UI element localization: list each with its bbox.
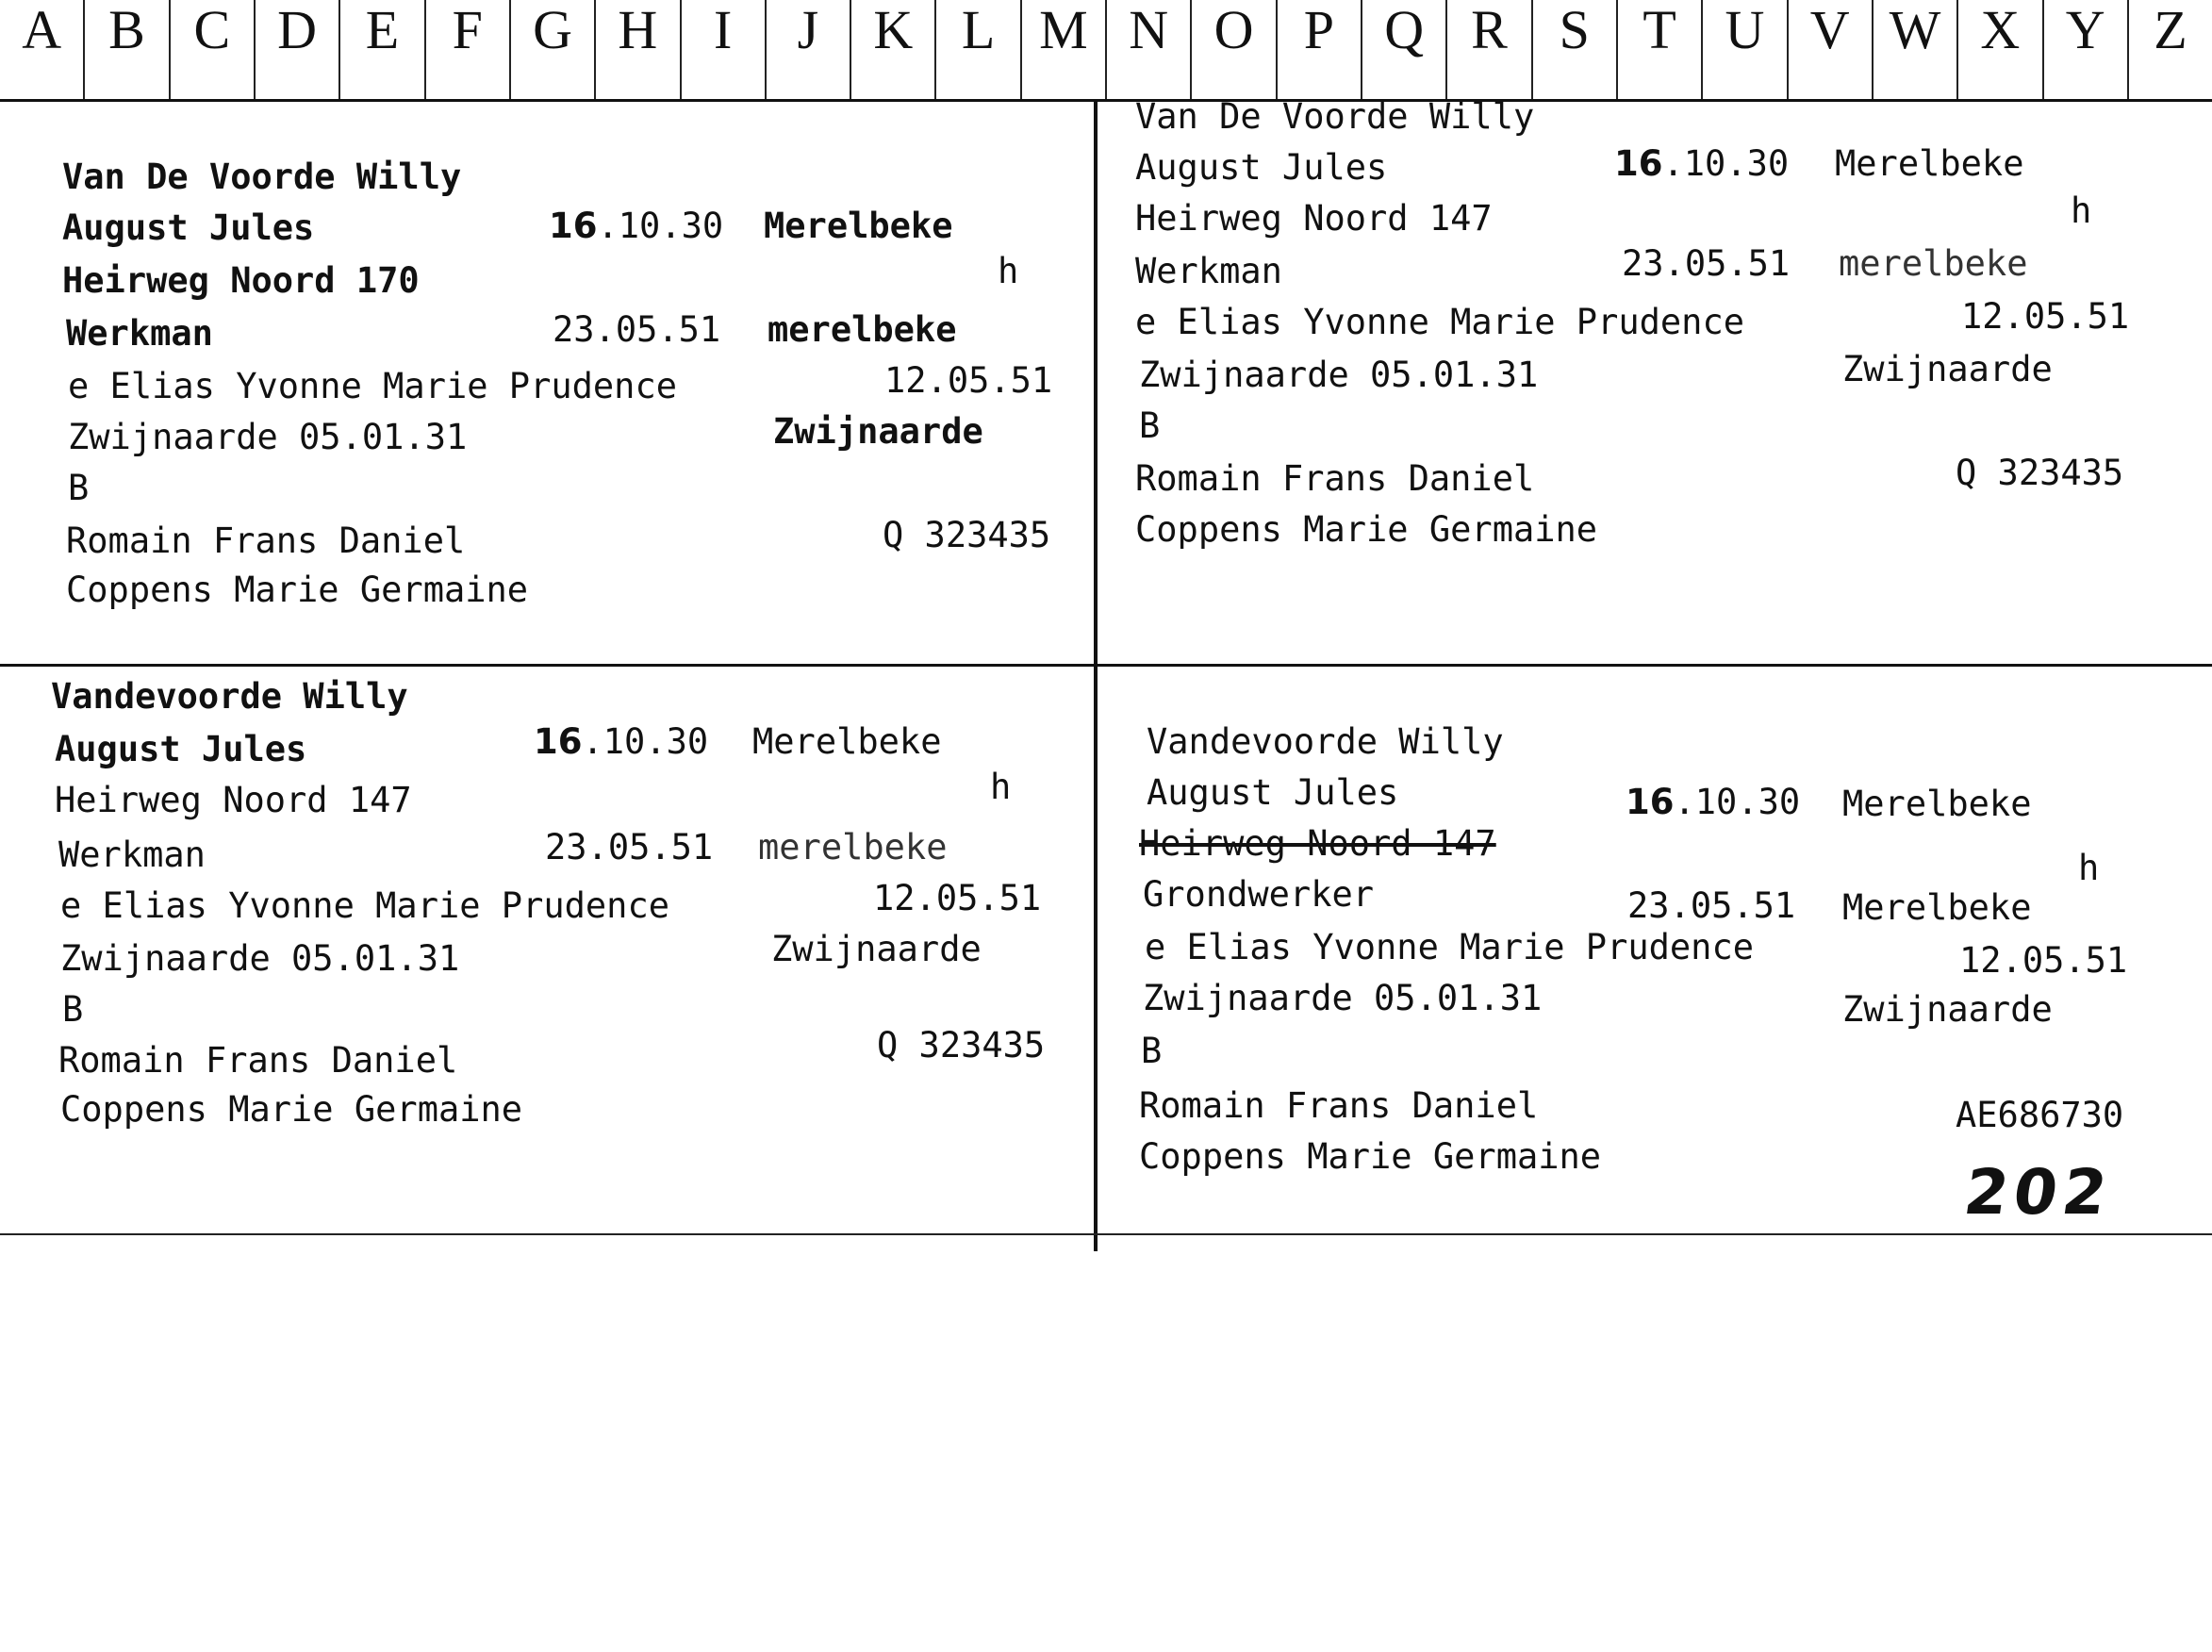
- alphabet-letter-e: E: [340, 0, 425, 99]
- alphabet-letter-w: W: [1874, 0, 1958, 99]
- birth-day-handwritten: 16: [534, 721, 583, 762]
- address: Heirweg Noord 147: [1135, 198, 1493, 239]
- event-date: 23.05.51: [545, 827, 714, 867]
- code-letter: B: [1139, 405, 1161, 446]
- alphabet-letter-f: F: [426, 0, 511, 99]
- alphabet-letter-q: Q: [1362, 0, 1447, 99]
- sex-marker: h: [990, 767, 1012, 807]
- spouse-date: 12.05.51: [1959, 940, 2128, 981]
- event-date: 23.05.51: [1627, 885, 1796, 926]
- mother-name: Coppens Marie Germaine: [66, 570, 529, 610]
- spouse-place: Zwijnaarde: [773, 411, 983, 452]
- address-struck-through: Heirweg Noord 147: [1139, 823, 1496, 864]
- birth-date-rest: .10.30: [597, 206, 724, 246]
- alphabet-letter-j: J: [767, 0, 851, 99]
- sex-marker: h: [2078, 848, 2100, 888]
- address: Heirweg Noord 147: [55, 780, 412, 820]
- alphabet-letter-z: Z: [2154, 0, 2187, 60]
- reference-number: Q 323435: [883, 515, 1051, 555]
- alphabet-letter-p: P: [1278, 0, 1362, 99]
- person-name: Van De Voorde Willy: [1135, 96, 1535, 137]
- birth-place: Merelbeke: [1835, 143, 2024, 184]
- birth-date-rest: .10.30: [582, 721, 709, 762]
- mother-name: Coppens Marie Germaine: [60, 1089, 523, 1130]
- event-date: 23.05.51: [1622, 243, 1791, 284]
- spouse-place: Zwijnaarde: [771, 929, 982, 969]
- occupation: Werkman: [1135, 251, 1282, 291]
- spouse-name: e Elias Yvonne Marie Prudence: [1145, 927, 1755, 967]
- mother-name: Coppens Marie Germaine: [1139, 1136, 1602, 1177]
- spouse-place: Zwijnaarde: [1842, 349, 2053, 389]
- alphabet-letter-h: H: [596, 0, 681, 99]
- alphabet-letter-b: B: [85, 0, 170, 99]
- alphabet-letter-k: K: [851, 0, 936, 99]
- given-names: August Jules: [1147, 772, 1399, 813]
- father-name: Romain Frans Daniel: [1139, 1085, 1539, 1126]
- alphabet-letter-s: S: [1533, 0, 1618, 99]
- occupation: Werkman: [58, 834, 206, 875]
- spouse-birth: Zwijnaarde 05.01.31: [1139, 355, 1539, 395]
- spouse-name: e Elias Yvonne Marie Prudence: [1135, 302, 1745, 342]
- alphabet-index-ruler: [0, 0, 2212, 102]
- birth-date-rest: .10.30: [1674, 782, 1801, 822]
- record-card-bottom-right: [1098, 667, 2212, 1233]
- reference-number: Q 323435: [877, 1025, 1046, 1066]
- spouse-name: e Elias Yvonne Marie Prudence: [60, 885, 670, 926]
- alphabet-letter-n: N: [1107, 0, 1192, 99]
- alphabet-letter-u: U: [1703, 0, 1788, 99]
- alphabet-letter-r: R: [1447, 0, 1532, 99]
- alphabet-letter-c: C: [171, 0, 256, 99]
- given-names: August Jules: [62, 207, 315, 248]
- spouse-birth: Zwijnaarde 05.01.31: [68, 417, 468, 457]
- code-letter: B: [62, 989, 84, 1030]
- event-date: 23.05.51: [553, 309, 721, 350]
- alphabet-letter-m: M: [1022, 0, 1107, 99]
- event-place: merelbeke: [758, 827, 948, 867]
- person-name: Vandevoorde Willy: [51, 676, 408, 717]
- occupation: Grondwerker: [1143, 874, 1375, 915]
- reference-number: Q 323435: [1956, 453, 2124, 493]
- reference-number: AE686730: [1956, 1095, 2124, 1135]
- spouse-birth: Zwijnaarde 05.01.31: [1143, 978, 1543, 1018]
- alphabet-letter-t: T: [1618, 0, 1703, 99]
- alphabet-letter-x: X: [1958, 0, 2043, 99]
- spouse-birth: Zwijnaarde 05.01.31: [60, 938, 460, 979]
- birth-date: [1626, 776, 1800, 828]
- person-name: Vandevoorde Willy: [1147, 721, 1504, 762]
- birth-place: Merelbeke: [764, 206, 953, 246]
- alphabet-letter-a: A: [0, 0, 85, 99]
- spouse-place: Zwijnaarde: [1842, 989, 2053, 1030]
- record-card-top-right: [1098, 96, 2212, 664]
- birth-day-handwritten: 16: [549, 206, 598, 246]
- father-name: Romain Frans Daniel: [1135, 458, 1535, 499]
- sex-marker: h: [998, 251, 1019, 291]
- birth-date: [534, 716, 708, 768]
- alphabet-letter-o: O: [1192, 0, 1277, 99]
- mother-name: Coppens Marie Germaine: [1135, 509, 1598, 550]
- alphabet-letter-i: I: [682, 0, 767, 99]
- birth-date: [1614, 138, 1789, 190]
- code-letter: B: [1141, 1031, 1163, 1071]
- birth-day-handwritten: 16: [1626, 782, 1675, 822]
- occupation: Werkman: [66, 313, 213, 354]
- handwritten-card-number: 202: [1959, 1156, 2118, 1229]
- alphabet-letter-l: L: [936, 0, 1021, 99]
- father-name: Romain Frans Daniel: [66, 520, 466, 561]
- spouse-date: 12.05.51: [873, 878, 1042, 918]
- birth-day-handwritten: 16: [1614, 143, 1663, 184]
- sex-marker: h: [2071, 190, 2092, 231]
- spouse-date: 12.05.51: [1961, 296, 2130, 337]
- alphabet-letter-d: D: [256, 0, 340, 99]
- code-letter: B: [68, 468, 90, 508]
- record-card-bottom-left: [0, 667, 1094, 1233]
- record-card-top-left: [0, 102, 1094, 664]
- event-place: merelbeke: [1839, 243, 2028, 284]
- person-name: Van De Voorde Willy: [62, 157, 462, 197]
- alphabet-letter-g: G: [511, 0, 596, 99]
- event-place: Merelbeke: [1842, 887, 2032, 928]
- birth-date: [549, 200, 723, 252]
- spouse-date: 12.05.51: [884, 360, 1053, 401]
- alphabet-letter-y: Y: [2044, 0, 2129, 99]
- given-names: August Jules: [1135, 147, 1388, 188]
- birth-place: Merelbeke: [752, 721, 942, 762]
- father-name: Romain Frans Daniel: [58, 1040, 458, 1081]
- spouse-name: e Elias Yvonne Marie Prudence: [68, 366, 678, 406]
- alphabet-letter-v: V: [1789, 0, 1874, 99]
- birth-place: Merelbeke: [1842, 784, 2032, 824]
- given-names: August Jules: [55, 729, 307, 769]
- birth-date-rest: .10.30: [1662, 143, 1790, 184]
- address: Heirweg Noord 170: [62, 260, 420, 301]
- event-place: merelbeke: [768, 309, 957, 350]
